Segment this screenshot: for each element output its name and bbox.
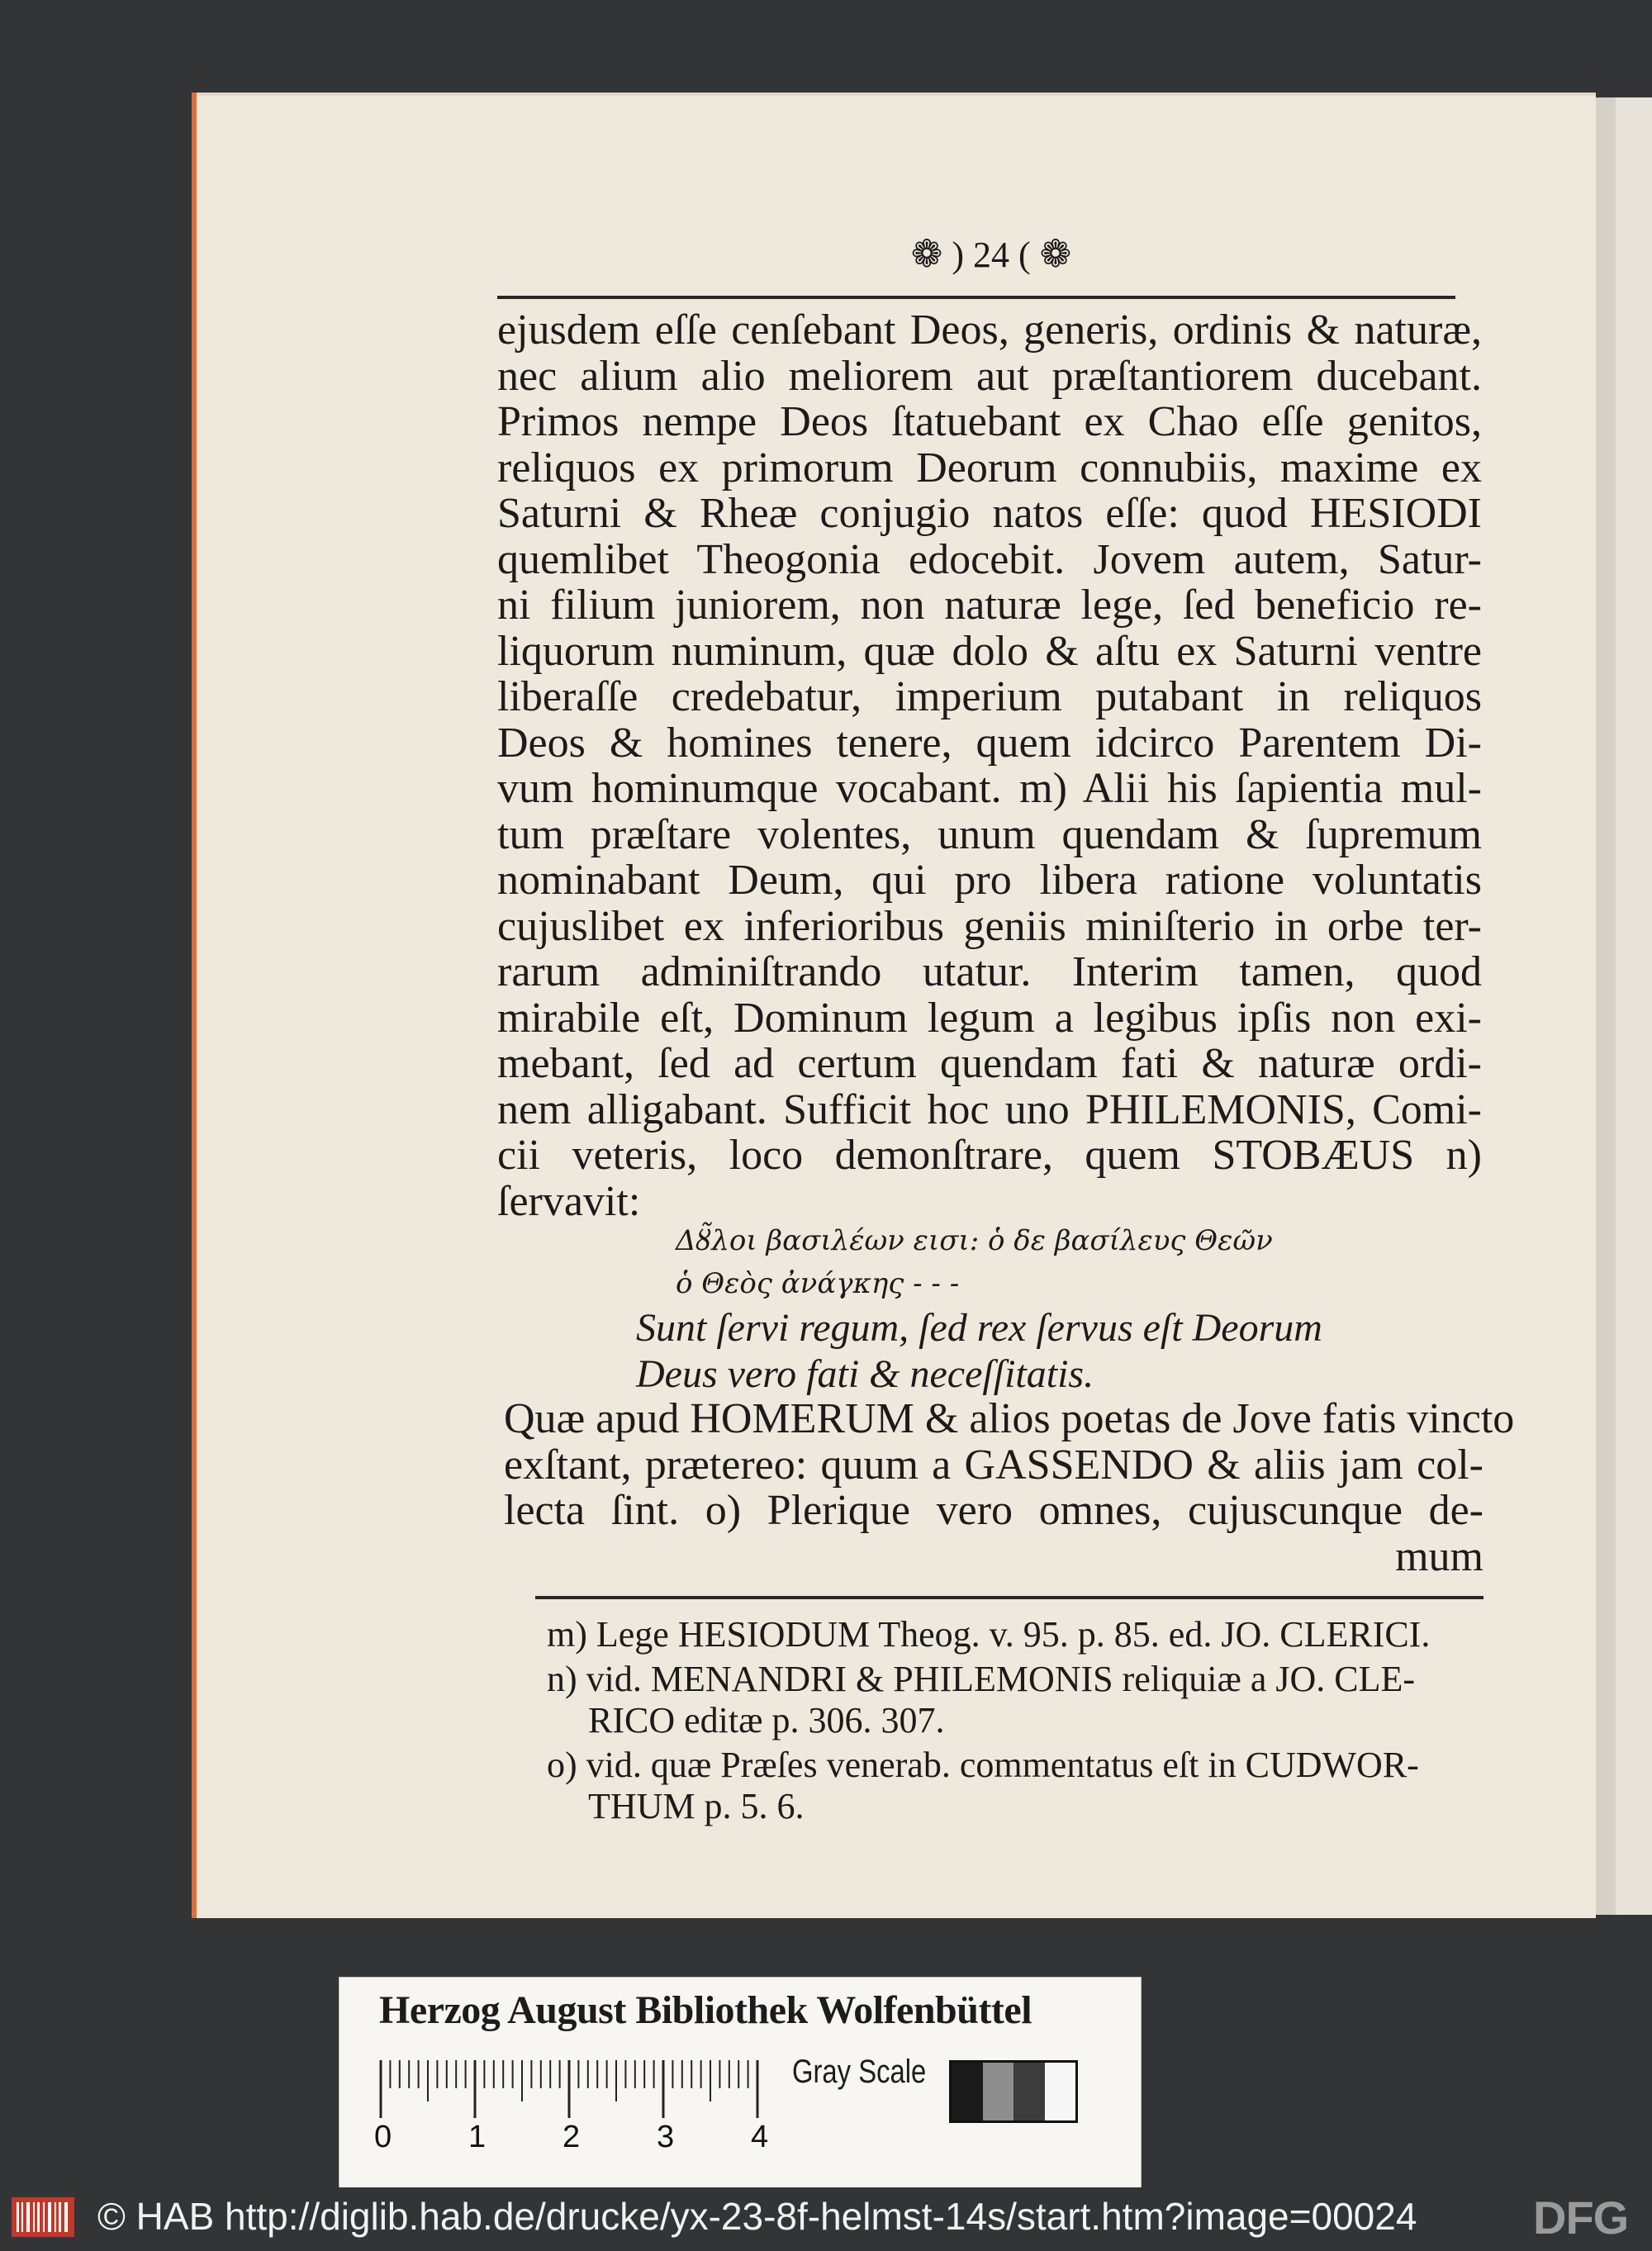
text-line: vum hominumque vocabant. m) Alii his ſapientia mul- (497, 765, 1482, 812)
footnote-o-cont: THUM p. 5. 6. (588, 1786, 805, 1826)
footer-bar (0, 2187, 1652, 2251)
latin-quote-line: Sunt ſervi regum, ſed rex ſervus eſt Deorum (636, 1306, 1322, 1350)
text-line: cii veteris, loco demonſtrare, quem STOBÆUS n) (497, 1132, 1482, 1179)
color-calibration-card (339, 1977, 1142, 2192)
text-line: Saturni & Rheæ conjugio natos eſſe: quod HESIODI (497, 490, 1482, 537)
text-line: mirabile eſt, Dominum legum a legibus ipſis non exi- (497, 994, 1482, 1042)
text-line: ejusdem eſſe cenſebant Deos, generis, ordinis & naturæ, (497, 306, 1482, 354)
latin-quote-line: Deus vero fati & neceſſitatis. (636, 1352, 1094, 1396)
text-line: tum præſtare volentes, unum quendam & ſupremum (497, 810, 1482, 858)
text-line: liberaſſe credebatur, imperium putabant in reliquos (497, 673, 1482, 720)
library-name: Herzog August Bibliothek Wolfenbüttel (379, 1988, 1032, 2032)
text-line: rarum adminiſtrando utatur. Interim tamen, quod (497, 948, 1482, 995)
main-text-block-continued (504, 1395, 1515, 1580)
gray-swatch (983, 2063, 1014, 2120)
ruler-digit: 3 (657, 2120, 675, 2154)
footnote-n: n) vid. MENANDRI & PHILEMONIS reliquiæ a JO. CLE- (547, 1659, 1416, 1699)
text-line: exſtant, prætereo: quum a GASSENDO & aliis jam col- (504, 1441, 1483, 1489)
footnote-rule (535, 1596, 1483, 1599)
ruler-digit: 2 (563, 2120, 581, 2154)
ruler-digit: 0 (374, 2120, 392, 2154)
source-url[interactable]: © HAB http://diglib.hab.de/drucke/yx-23-8f-helmst-14s/start.htm?image=00024 (97, 2195, 1417, 2238)
gray-swatch (1014, 2063, 1045, 2120)
text-line: Quæ apud HOMERUM & alios poetas de Jove fatis vincto (504, 1395, 1515, 1442)
text-line: nominabant Deum, qui pro libera ratione voluntatis (497, 857, 1482, 904)
ruler-scale (377, 2060, 774, 2118)
gray-swatch (952, 2063, 983, 2120)
text-line: nem alligabant. Sufficit hoc uno PHILEMONIS, Comi- (497, 1085, 1482, 1133)
text-line: Primos nempe Deos ſtatuebant ex Chao eſſe genitos, (497, 398, 1482, 445)
greek-quote-line: Δȣ̃λοι βασιλέων εισι: ὁ δε βασίλευς Θεῶν (676, 1224, 1273, 1257)
dfg-logo: DFG (1533, 2192, 1629, 2244)
gray-swatch (1045, 2063, 1076, 2120)
barcode-icon (12, 2197, 74, 2237)
footnote-n-cont: RICO editæ p. 306. 307. (588, 1700, 945, 1740)
text-line: reliquos ex primorum Deorum connubiis, maxime ex (497, 444, 1482, 492)
text-line: ni filium juniorem, non naturæ lege, ſed beneficio re- (497, 582, 1482, 629)
ruler-digit: 4 (751, 2120, 769, 2154)
ornament-right-icon: ❁ (1039, 231, 1072, 276)
text-line: cujuslibet ex inferioribus geniis miniſterio in orbe ter- (497, 902, 1482, 950)
text-line: Deos & homines tenere, quem idcirco Parentem Di- (497, 719, 1482, 767)
text-line: nec alium alio meliorem aut præſtantiorem ducebant. (497, 352, 1482, 400)
text-line: ſervavit: (497, 1177, 641, 1225)
gray-scale-label: Gray Scale (792, 2054, 927, 2090)
footnote-m: m) Lege HESIODUM Theog. v. 95. p. 85. ed. JO. CLERICI. (547, 1614, 1431, 1655)
text-line: lecta ſint. o) Plerique vero omnes, cujuscunque de- (504, 1487, 1483, 1534)
text-line: mebant, ſed ad certum quendam fati & naturæ ordi- (497, 1040, 1482, 1087)
gray-scale-swatches (949, 2060, 1078, 2123)
adjacent-page-edge (1594, 97, 1652, 1915)
catchword: mum (1395, 1532, 1483, 1580)
ruler-digit: 1 (468, 2120, 487, 2154)
greek-quote-line: ὁ Θεὸς ἀνάγκης - - - (676, 1267, 960, 1300)
header-rule (497, 296, 1455, 299)
page-header (843, 231, 1140, 276)
page-number: ) 24 ( (952, 235, 1031, 275)
text-line: quemlibet Theogonia edocebit. Jovem autem, Satur- (497, 535, 1482, 583)
text-line: liquorum numinum, quæ dolo & aſtu ex Saturni ventre (497, 627, 1482, 675)
footnote-o: o) vid. quæ Præſes venerab. commentatus eſt in CUDWOR- (547, 1745, 1419, 1785)
main-text-block (497, 307, 1482, 1224)
ornament-left-icon: ❁ (910, 231, 943, 276)
